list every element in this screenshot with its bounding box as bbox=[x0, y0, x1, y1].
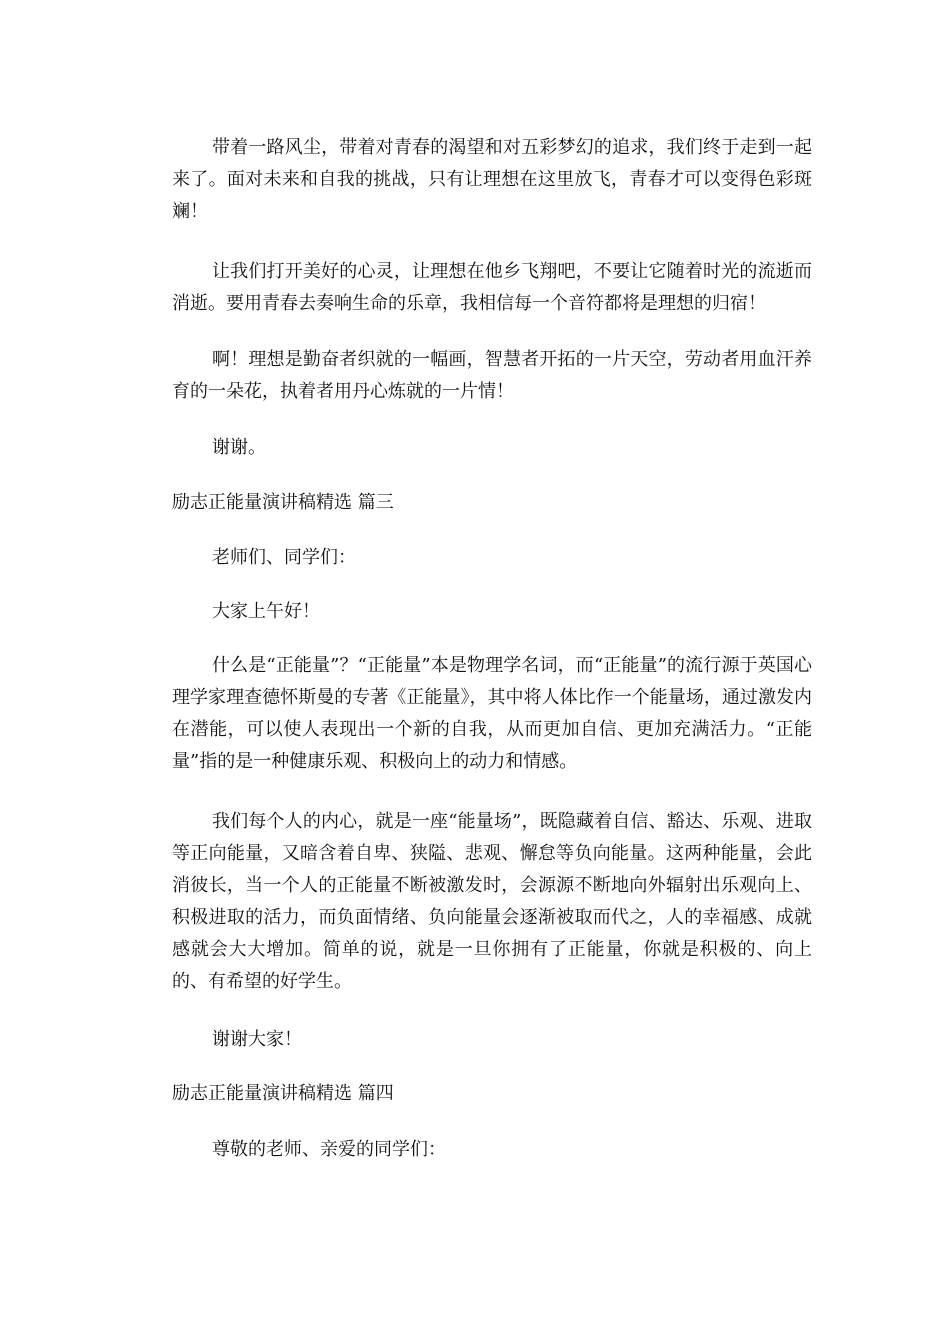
paragraph-thanks: 谢谢。 bbox=[212, 437, 266, 458]
paragraph-energy-field: 我们每个人的内心，就是一座“能量场”，既隐藏着自信、豁达、乐观、进取等正向能量，又暗含着自卑、狭隘、悲观、懈怠等负向能量。这两种能量，会此消彼长，当一个人的正能量不断被激发时，会源源不断地向外辐射出乐观向上、积极进取的活力，而负面情绪、负向能量会逐渐被取而代之，人的幸福感、成就感就会大大增加。简单的说，就是一旦你拥有了正能量，你就是积极的、向上的、有希望的好学生。 bbox=[172, 811, 812, 992]
paragraph-greeting-teachers-students: 老师们、同学们： bbox=[212, 547, 356, 568]
paragraph-greeting-respected: 尊敬的老师、亲爱的同学们： bbox=[212, 1139, 446, 1160]
paragraph-thanks-everyone: 谢谢大家！ bbox=[212, 1029, 302, 1050]
paragraph-youth-journey: 带着一路风尘，带着对青春的渴望和对五彩梦幻的追求，我们终于走到一起来了。面对未来和自我的挑战，只有让理想在这里放飞，青春才可以变得色彩斑斓！ bbox=[172, 137, 812, 222]
paragraph-good-morning: 大家上午好！ bbox=[212, 601, 320, 622]
section-heading-part-four: 励志正能量演讲稿精选 篇四 bbox=[172, 1083, 394, 1104]
paragraph-ideal-metaphor: 啊！理想是勤奋者织就的一幅画，智慧者开拓的一片天空，劳动者用血汗养育的一朵花，执着者用丹心炼就的一片情！ bbox=[172, 349, 812, 402]
paragraph-open-heart: 让我们打开美好的心灵，让理想在他乡飞翔吧，不要让它随着时光的流逝而消逝。要用青春去奏响生命的乐章，我相信每一个音符都将是理想的归宿！ bbox=[172, 261, 812, 314]
section-heading-part-three: 励志正能量演讲稿精选 篇三 bbox=[172, 492, 394, 513]
paragraph-what-is-positive-energy: 什么是“正能量”？“正能量”本是物理学名词，而“正能量”的流行源于英国心理学家理查德怀斯曼的专著《正能量》，其中将人体比作一个能量场，通过激发内在潜能，可以使人表现出一个新的自我，从而更加自信、更加充满活力。“正能量”指的是一种健康乐观、积极向上的动力和情感。 bbox=[172, 655, 812, 772]
